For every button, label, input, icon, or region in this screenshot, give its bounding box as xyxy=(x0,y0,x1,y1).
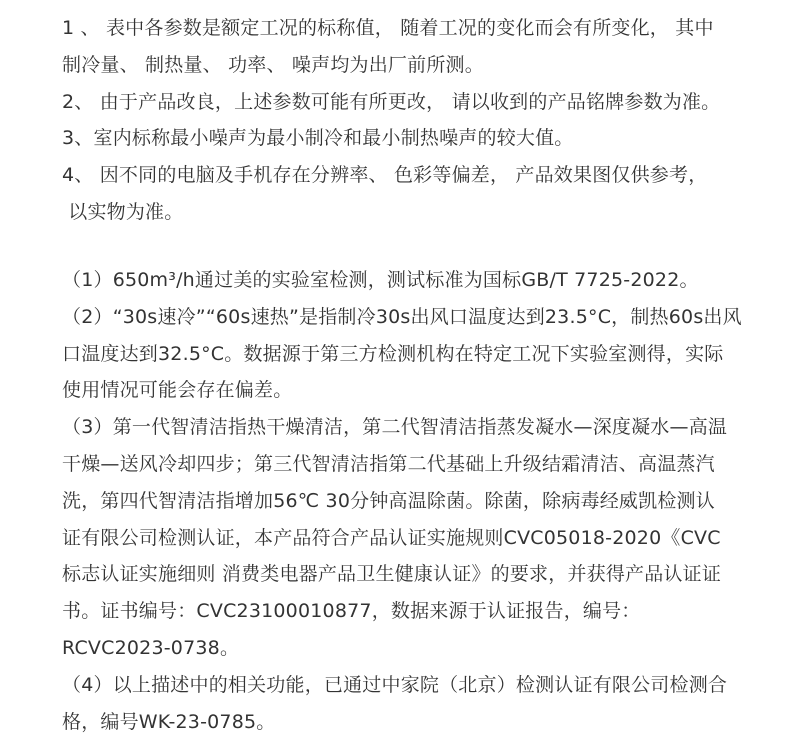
footnote-line: 书。证书编号：CVC23100010877，数据来源于认证报告，编号： xyxy=(62,600,641,623)
footnote-line: （1）650m³/h通过美的实验室检测，测试标准为国标GB/T 7725-2022。 xyxy=(62,269,699,291)
footnote-line: RCVC2023-0738。 xyxy=(62,636,240,659)
footnote-line: （3）第一代智清洁指热干燥清洁，第二代智清洁指蒸发凝水—深度凝水—高温 xyxy=(62,416,728,439)
footnotes xyxy=(62,262,770,740)
footnote-line: 标志认证实施细则 消费类电器产品卫生健康认证》的要求，并获得产品认证证 xyxy=(62,563,722,586)
footnote-line: 使用情况可能会存在偏差。 xyxy=(62,379,293,402)
note-line: 2、 由于产品改良，上述参数可能有所更改， 请以收到的产品铭牌参数为准。 xyxy=(62,90,721,113)
note-line: 制冷量、 制热量、 功率、 噪声均为出厂前所测。 xyxy=(62,53,484,76)
note-line: 3、室内标称最小噪声为最小制冷和最小制热噪声的较大值。 xyxy=(62,127,574,150)
note-line: 4、 因不同的电脑及手机存在分辨率、 色彩等偏差， 产品效果图仅供参考， xyxy=(62,164,708,187)
note-line: 1 、 表中各参数是额定工况的标称值， 随着工况的变化而会有所变化， 其中 xyxy=(62,17,714,39)
parameter-notes xyxy=(62,10,770,231)
footnote-line: 证有限公司检测认证，本产品符合产品认证实施规则CVC05018-2020《CVC xyxy=(62,526,721,549)
footnote-line: （4）以上描述中的相关功能，已通过中家院（北京）检测认证有限公司检测合 xyxy=(62,673,728,696)
footnote-line: 干燥—送风冷却四步；第三代智清洁指第二代基础上升级结霜清洁、高温蒸汽 xyxy=(62,452,715,475)
footnote-line: 口温度达到32.5°C。数据源于第三方检测机构在特定工况下实验室测得，实际 xyxy=(62,342,724,365)
footnote-line: 格，编号WK-23-0785。 xyxy=(62,710,276,733)
footnote-line: 洗，第四代智清洁指增加56℃ 30分钟高温除菌。除菌，除病毒经威凯检测认 xyxy=(62,489,715,512)
footnote-line: （2）“30s速冷”“60s速热”是指制冷30s出风口温度达到23.5°C，制热60s出风 xyxy=(62,305,742,328)
note-line: 以实物为准。 xyxy=(62,200,184,223)
